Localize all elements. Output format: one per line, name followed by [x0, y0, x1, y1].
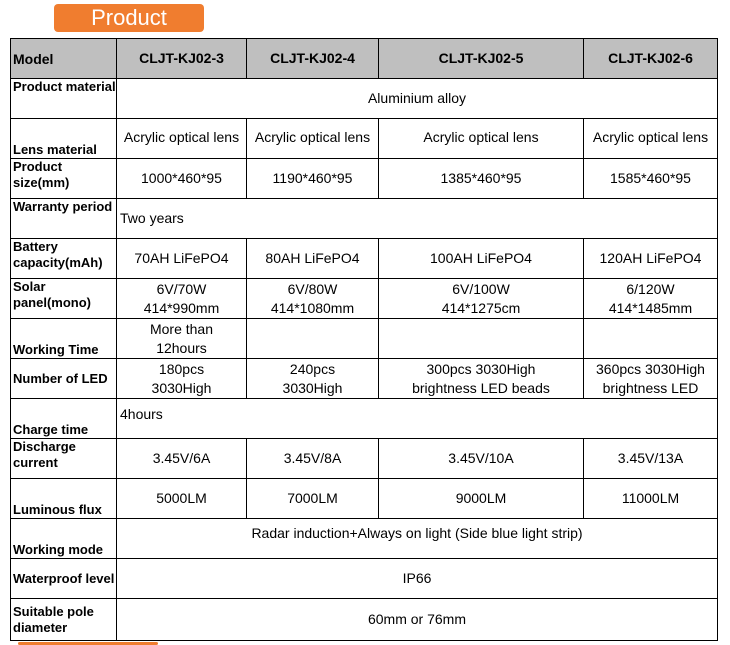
model-col: CLJT-KJ02-3 — [117, 39, 247, 79]
table-row — [11, 199, 718, 239]
model-col: CLJT-KJ02-4 — [247, 39, 379, 79]
table-row — [11, 119, 718, 159]
row-label: Luminous flux — [11, 479, 117, 519]
table-cell: 1585*460*95 — [584, 159, 718, 199]
table-cell: IP66 — [117, 559, 718, 599]
table-row — [11, 399, 718, 439]
cell-line: brightness LED beads — [412, 379, 550, 396]
model-col: CLJT-KJ02-6 — [584, 39, 718, 79]
cell-line: 414*1485mm — [608, 299, 693, 316]
row-label: Product material — [11, 79, 117, 119]
table-cell — [379, 319, 584, 359]
table-cell: 1190*460*95 — [247, 159, 379, 199]
table-cell: 3.45V/8A — [247, 439, 379, 479]
cell-line: 6V/70W — [156, 280, 207, 297]
table-row — [11, 519, 718, 559]
table-cell: 9000LM — [379, 479, 584, 519]
cell-line: 12hours — [156, 339, 207, 356]
row-label: Discharge current — [11, 439, 117, 479]
table-row — [11, 479, 718, 519]
table-row — [11, 439, 718, 479]
table-cell: 11000LM — [584, 479, 718, 519]
table-cell: 60mm or 76mm — [117, 599, 718, 641]
table-row — [11, 279, 718, 319]
table-cell: 3.45V/13A — [584, 439, 718, 479]
table-cell: Radar induction+Always on light (Side blue light strip) — [117, 519, 718, 559]
table-row — [11, 359, 718, 399]
cell-line: 300pcs 3030High — [426, 360, 536, 377]
cell-line: brightness LED — [602, 379, 699, 396]
row-label: Battery capacity(mAh) — [11, 239, 117, 279]
table-cell: 5000LM — [117, 479, 247, 519]
cell-line: More than — [149, 320, 214, 337]
row-label: Lens material — [11, 119, 117, 159]
table-cell — [584, 279, 718, 319]
table-cell: 3.45V/6A — [117, 439, 247, 479]
cell-line: 360pcs 3030High — [596, 360, 705, 377]
table-cell — [247, 319, 379, 359]
row-label: Suitable pole diameter — [11, 599, 117, 641]
cell-line: 3030High — [151, 379, 212, 396]
table-cell: 100AH LiFePO4 — [379, 239, 584, 279]
table-row — [11, 319, 718, 359]
table-cell: 1385*460*95 — [379, 159, 584, 199]
table-cell: Two years — [117, 199, 718, 239]
row-label: Working mode — [11, 519, 117, 559]
table-cell: Acrylic optical lens — [584, 119, 718, 159]
row-label: Number of LED — [11, 359, 117, 399]
model-label: Model — [11, 39, 117, 79]
row-label: Waterproof level — [11, 559, 117, 599]
row-label: Warranty period — [11, 199, 117, 239]
table-row — [11, 599, 718, 641]
table-cell: 7000LM — [247, 479, 379, 519]
table-cell — [584, 359, 718, 399]
row-label: Solar panel(mono) — [11, 279, 117, 319]
table-cell: Acrylic optical lens — [247, 119, 379, 159]
table-cell — [379, 279, 584, 319]
product-tab: Product — [54, 4, 204, 32]
table-cell — [584, 319, 718, 359]
table-cell — [117, 359, 247, 399]
model-col: CLJT-KJ02-5 — [379, 39, 584, 79]
table-cell — [117, 279, 247, 319]
cell-line: 6V/80W — [287, 280, 338, 297]
table-cell — [247, 359, 379, 399]
table-cell: Acrylic optical lens — [117, 119, 247, 159]
table-row — [11, 239, 718, 279]
table-cell: 80AH LiFePO4 — [247, 239, 379, 279]
table-cell: 120AH LiFePO4 — [584, 239, 718, 279]
table-row — [11, 559, 718, 599]
cell-line: 180pcs — [158, 360, 205, 377]
table-cell: 4hours — [117, 399, 718, 439]
table-row — [11, 79, 718, 119]
row-label: Charge time — [11, 399, 117, 439]
table-cell — [379, 359, 584, 399]
table-cell: 70AH LiFePO4 — [117, 239, 247, 279]
spec-table — [10, 38, 718, 641]
table-cell — [247, 279, 379, 319]
cell-line: 414*1275cm — [441, 299, 521, 316]
tab-divider — [0, 35, 718, 36]
cell-line: 414*1080mm — [270, 299, 355, 316]
cell-line: 414*990mm — [143, 299, 220, 316]
cell-line: 6/120W — [626, 280, 675, 297]
table-cell: Aluminium alloy — [117, 79, 718, 119]
row-label: Working Time — [11, 319, 117, 359]
cell-line: 6V/100W — [452, 280, 510, 297]
row-label: Product size(mm) — [11, 159, 117, 199]
table-cell: 3.45V/10A — [379, 439, 584, 479]
header-row — [11, 39, 718, 79]
table-cell — [117, 319, 247, 359]
table-row — [11, 159, 718, 199]
table-cell: Acrylic optical lens — [379, 119, 584, 159]
cell-line: 3030High — [282, 379, 343, 396]
cell-line: 240pcs — [289, 360, 336, 377]
table-cell: 1000*460*95 — [117, 159, 247, 199]
